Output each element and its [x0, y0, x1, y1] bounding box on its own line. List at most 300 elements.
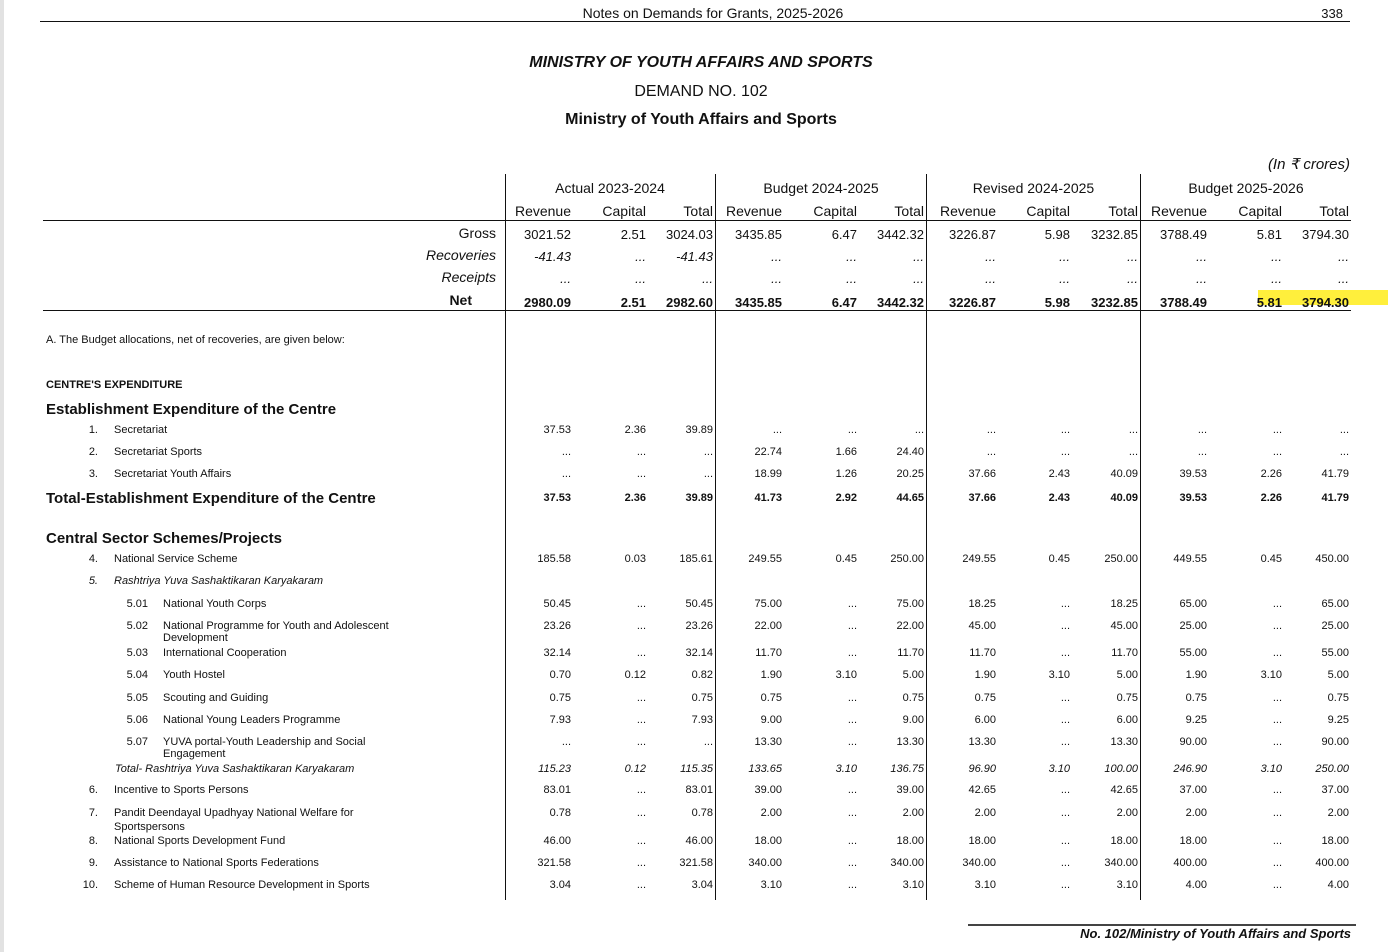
row-number: 5.06 [126, 714, 148, 726]
value-cell: ... [561, 446, 571, 458]
value-cell: ... [1272, 857, 1282, 869]
value-cell: 249.55 [748, 553, 782, 565]
row-number: 1. [88, 424, 98, 436]
row-number: 6. [88, 784, 98, 796]
header-rule [40, 21, 1350, 22]
value-cell: ... [1060, 446, 1070, 458]
row-label: Scouting and Guiding [163, 692, 269, 704]
value-cell: ... [1272, 647, 1282, 659]
value-cell: ... [772, 424, 782, 436]
value-cell: ... [847, 598, 857, 610]
value-cell: 3435.85 [735, 227, 782, 242]
value-cell: ... [1060, 857, 1070, 869]
value-cell: ... [986, 446, 996, 458]
value-cell: 0.75 [691, 692, 713, 704]
value-cell: 39.89 [685, 424, 713, 436]
value-cell: 4.00 [1185, 879, 1207, 891]
value-cell: 18.25 [1110, 598, 1138, 610]
value-cell: ... [847, 424, 857, 436]
demand-number: DEMAND NO. 102 [634, 83, 768, 100]
value-cell: 5.00 [1327, 669, 1349, 681]
row-number: 5.05 [126, 692, 148, 704]
value-cell: 3.10 [1048, 669, 1070, 681]
value-cell: ... [985, 249, 996, 264]
value-cell: -41.43 [676, 249, 713, 264]
value-cell: 3.10 [974, 879, 996, 891]
subcolumn-header-revenue: Revenue [939, 203, 996, 219]
group-header-budget-2024-25: Budget 2024-2025 [763, 180, 879, 196]
value-cell: ... [703, 736, 713, 748]
value-cell: 75.00 [754, 598, 782, 610]
value-cell: 3.10 [760, 879, 782, 891]
value-cell: ... [1272, 807, 1282, 819]
value-cell: 5.81 [1256, 227, 1282, 242]
value-cell: ... [1338, 271, 1349, 286]
value-cell: 50.45 [543, 598, 571, 610]
value-cell: ... [1197, 424, 1207, 436]
value-cell: 0.75 [760, 692, 782, 704]
value-cell: 50.45 [685, 598, 713, 610]
value-cell: ... [846, 271, 857, 286]
value-cell: ... [635, 249, 646, 264]
value-cell: 250.00 [1315, 763, 1349, 775]
value-cell: 41.79 [1321, 468, 1349, 480]
value-cell: 340.00 [962, 857, 996, 869]
value-cell: ... [1272, 692, 1282, 704]
value-cell: 3232.85 [1091, 227, 1138, 242]
value-cell: ... [703, 468, 713, 480]
value-cell: 340.00 [890, 857, 924, 869]
value-cell: 100.00 [1104, 763, 1138, 775]
value-cell: ... [771, 271, 782, 286]
row-number: 8. [88, 835, 98, 847]
value-cell: 2.00 [760, 807, 782, 819]
row-label: National Youth Corps [163, 598, 267, 610]
value-cell: ... [914, 424, 924, 436]
value-cell: 3788.49 [1160, 227, 1207, 242]
value-cell: 2.00 [1185, 807, 1207, 819]
value-cell: 65.00 [1321, 598, 1349, 610]
value-cell: 2980.09 [524, 295, 571, 310]
value-cell: ... [1060, 692, 1070, 704]
value-cell: 3.10 [1260, 669, 1282, 681]
value-cell: ... [636, 468, 646, 480]
value-cell: 11.70 [969, 647, 996, 659]
row-label: Secretariat [114, 424, 168, 436]
value-cell: ... [636, 807, 646, 819]
value-cell: ... [1060, 784, 1070, 796]
value-cell: 23.26 [685, 620, 713, 632]
value-cell: ... [561, 736, 571, 748]
value-cell: 2.26 [1260, 468, 1282, 480]
value-cell: 3788.49 [1160, 295, 1207, 310]
group-header-budget-2025-26: Budget 2025-2026 [1188, 180, 1304, 196]
row-number: 7. [88, 807, 98, 819]
value-cell: 13.30 [754, 736, 782, 748]
value-cell: 18.00 [1179, 835, 1207, 847]
value-cell: ... [847, 647, 857, 659]
running-header-title: Notes on Demands for Grants, 2025-2026 [582, 5, 844, 21]
subcolumn-header-revenue: Revenue [725, 203, 782, 219]
value-cell: ... [636, 879, 646, 891]
value-cell: 449.55 [1173, 553, 1207, 565]
value-cell: 3.10 [1048, 763, 1070, 775]
subcolumn-header-capital: Capital [813, 203, 857, 219]
value-cell: ... [1272, 446, 1282, 458]
value-cell: 11.70 [755, 647, 782, 659]
value-cell: ... [771, 249, 782, 264]
value-cell: 2.51 [620, 295, 646, 310]
row-label: YUVA portal-Youth Leadership and Social [163, 736, 366, 748]
value-cell: ... [636, 446, 646, 458]
value-cell: ... [1338, 249, 1349, 264]
header-bottom-rule [43, 220, 1351, 221]
value-cell: ... [847, 620, 857, 632]
value-cell: 9.00 [902, 714, 924, 726]
row-label: International Cooperation [163, 647, 287, 659]
value-cell: 246.90 [1173, 763, 1207, 775]
value-cell: 250.00 [890, 553, 924, 565]
value-cell: 115.35 [680, 763, 713, 775]
value-cell: ... [1060, 714, 1070, 726]
value-cell: 18.00 [754, 835, 782, 847]
value-cell: ... [847, 879, 857, 891]
row-number: 5.07 [126, 736, 148, 748]
value-cell: 1.26 [835, 468, 857, 480]
value-cell: ... [1196, 271, 1207, 286]
value-cell: 75.00 [896, 598, 924, 610]
row-label: Secretariat Youth Affairs [114, 468, 232, 480]
value-cell: 3.10 [835, 763, 857, 775]
row-label: National Sports Development Fund [114, 835, 286, 847]
value-cell: 24.40 [896, 446, 924, 458]
value-cell: ... [847, 807, 857, 819]
subcolumn-header-capital: Capital [1238, 203, 1282, 219]
value-cell: 55.00 [1321, 647, 1349, 659]
value-cell: 45.00 [968, 620, 996, 632]
value-cell: ... [847, 736, 857, 748]
value-cell: 39.00 [754, 784, 782, 796]
establishment-heading: Establishment Expenditure of the Centre [46, 401, 337, 418]
value-cell: 400.00 [1173, 857, 1207, 869]
row-number: 5.03 [126, 647, 148, 659]
value-cell: ... [847, 784, 857, 796]
value-cell: 0.70 [549, 669, 571, 681]
value-cell: ... [1059, 271, 1070, 286]
value-cell: 39.53 [1179, 468, 1207, 480]
value-cell: -41.43 [534, 249, 571, 264]
value-cell: ... [1271, 249, 1282, 264]
value-cell: 3.10 [1260, 763, 1282, 775]
value-cell: 40.09 [1110, 468, 1138, 480]
value-cell: 0.75 [549, 692, 571, 704]
value-cell: 450.00 [1315, 553, 1349, 565]
value-cell: ... [1127, 249, 1138, 264]
value-cell: 55.00 [1179, 647, 1207, 659]
subcolumn-header-total: Total [683, 203, 713, 219]
value-cell: 9.25 [1327, 714, 1349, 726]
row-label: Incentive to Sports Persons [114, 784, 249, 796]
row-number: 9. [88, 857, 98, 869]
value-cell: 22.00 [896, 620, 924, 632]
allocation-note: A. The Budget allocations, net of recoveries, are given below: [46, 334, 345, 346]
value-cell: 83.01 [543, 784, 571, 796]
subcolumn-header-total: Total [894, 203, 924, 219]
subcolumn-header-capital: Capital [602, 203, 646, 219]
value-cell: ... [1271, 271, 1282, 286]
value-cell: 83.01 [685, 784, 713, 796]
value-cell: 0.45 [1048, 553, 1070, 565]
value-cell: ... [1339, 446, 1349, 458]
value-cell: ... [846, 249, 857, 264]
value-cell: ... [1272, 598, 1282, 610]
value-cell: 90.00 [1321, 736, 1349, 748]
establishment-total-label: Total-Establishment Expenditure of the Centre [46, 490, 376, 507]
row-number: 4. [88, 553, 98, 565]
value-cell: 39.00 [896, 784, 924, 796]
value-cell: 0.12 [624, 763, 646, 775]
value-cell: 0.78 [549, 807, 571, 819]
value-cell: ... [1060, 879, 1070, 891]
value-cell: 6.00 [1116, 714, 1138, 726]
value-cell: ... [636, 835, 646, 847]
value-cell: 0.45 [835, 553, 857, 565]
value-cell: 46.00 [543, 835, 571, 847]
value-cell: 18.00 [968, 835, 996, 847]
value-cell: ... [1128, 446, 1138, 458]
value-cell: ... [1196, 249, 1207, 264]
row-number: 2. [88, 446, 98, 458]
value-cell: ... [636, 620, 646, 632]
ministry-subtitle: Ministry of Youth Affairs and Sports [565, 111, 837, 128]
row-label: Scheme of Human Resource Development in Sports [114, 879, 370, 891]
value-cell: ... [986, 424, 996, 436]
centre-expenditure-heading: CENTRE'S EXPENDITURE [46, 379, 183, 391]
value-cell: ... [1272, 424, 1282, 436]
value-cell: 3442.32 [877, 227, 924, 242]
value-cell: ... [1127, 271, 1138, 286]
value-cell: 4.00 [1327, 879, 1349, 891]
value-cell: 45.00 [1110, 620, 1138, 632]
value-cell: 185.58 [537, 553, 571, 565]
value-cell: 3021.52 [524, 227, 571, 242]
value-cell: 2.26 [1260, 492, 1282, 504]
subcolumn-header-capital: Capital [1026, 203, 1070, 219]
value-cell: 90.00 [1179, 736, 1207, 748]
value-cell: 25.00 [1321, 620, 1349, 632]
value-cell: 37.00 [1321, 784, 1349, 796]
value-cell: 321.58 [679, 857, 713, 869]
value-cell: 3794.30 [1302, 295, 1349, 310]
summary-label-gross: Gross [458, 225, 496, 241]
value-cell: ... [1060, 835, 1070, 847]
value-cell: 18.00 [896, 835, 924, 847]
value-cell: 136.75 [890, 763, 924, 775]
value-cell: 22.74 [754, 446, 782, 458]
value-cell: ... [636, 714, 646, 726]
page-number: 338 [1321, 6, 1343, 21]
group-header-revised-2024-25: Revised 2024-2025 [972, 180, 1095, 196]
value-cell: 13.30 [1110, 736, 1138, 748]
value-cell: 9.25 [1185, 714, 1207, 726]
value-cell: 6.00 [974, 714, 996, 726]
row-label: National Young Leaders Programme [163, 714, 341, 726]
value-cell: 3232.85 [1091, 295, 1138, 310]
ministry-title: MINISTRY OF YOUTH AFFAIRS AND SPORTS [529, 54, 873, 71]
value-cell: 39.53 [1179, 492, 1207, 504]
value-cell: 2.36 [624, 424, 646, 436]
value-cell: ... [635, 271, 646, 286]
row-label: National Programme for Youth and Adolescent [163, 620, 389, 632]
value-cell: 0.82 [691, 669, 713, 681]
row-number: 3. [88, 468, 98, 480]
value-cell: 1.66 [835, 446, 857, 458]
value-cell: 96.90 [968, 763, 996, 775]
value-cell: 2982.60 [666, 295, 713, 310]
subcolumn-header-total: Total [1108, 203, 1138, 219]
row-number: 5.04 [126, 669, 148, 681]
value-cell: 340.00 [748, 857, 782, 869]
value-cell: 3.10 [1116, 879, 1138, 891]
value-cell: 2.92 [835, 492, 857, 504]
value-cell: 3024.03 [666, 227, 713, 242]
value-cell: 37.53 [543, 492, 571, 504]
value-cell: 2.51 [620, 227, 646, 242]
value-cell: 250.00 [1104, 553, 1138, 565]
value-cell: 37.53 [543, 424, 571, 436]
row-label: Rashtriya Yuva Sashaktikaran Karyakaram [114, 575, 324, 587]
value-cell: 65.00 [1179, 598, 1207, 610]
value-cell: 7.93 [549, 714, 571, 726]
value-cell: 46.00 [685, 835, 713, 847]
value-cell: ... [985, 271, 996, 286]
row-number: 5. [88, 575, 98, 587]
subcolumn-header-revenue: Revenue [514, 203, 571, 219]
value-cell: 3442.32 [877, 295, 924, 310]
value-cell: 0.75 [1327, 692, 1349, 704]
value-cell: ... [1272, 620, 1282, 632]
value-cell: ... [1339, 424, 1349, 436]
value-cell: ... [1272, 784, 1282, 796]
value-cell: 37.66 [968, 468, 996, 480]
row-number: 10. [82, 879, 98, 891]
value-cell: 321.58 [537, 857, 571, 869]
value-cell: 3226.87 [949, 227, 996, 242]
value-cell: ... [1272, 736, 1282, 748]
value-cell: ... [1060, 620, 1070, 632]
value-cell: 5.81 [1256, 295, 1282, 310]
value-cell: ... [1060, 647, 1070, 659]
value-cell: ... [703, 446, 713, 458]
value-cell: 185.61 [679, 553, 713, 565]
value-cell: 340.00 [1104, 857, 1138, 869]
value-cell: 3435.85 [735, 295, 782, 310]
value-cell: 0.03 [624, 553, 646, 565]
value-cell: ... [560, 271, 571, 286]
row-label: Youth Hostel [163, 669, 225, 681]
value-cell: 2.36 [624, 492, 646, 504]
value-cell: 3.04 [691, 879, 713, 891]
value-cell: ... [636, 598, 646, 610]
value-cell: 18.00 [1110, 835, 1138, 847]
value-cell: 0.75 [902, 692, 924, 704]
value-cell: 18.25 [968, 598, 996, 610]
summary-label-receipts: Receipts [441, 269, 496, 285]
value-cell: 37.00 [1179, 784, 1207, 796]
value-cell: 40.09 [1110, 492, 1138, 504]
value-cell: ... [1060, 598, 1070, 610]
value-cell: ... [636, 857, 646, 869]
row-label-continued: Sportspersons [114, 821, 185, 833]
value-cell: 400.00 [1315, 857, 1349, 869]
value-cell: ... [636, 736, 646, 748]
value-cell: 11.70 [1111, 647, 1138, 659]
central-sector-heading: Central Sector Schemes/Projects [46, 530, 282, 547]
value-cell: ... [1128, 424, 1138, 436]
value-cell: 3226.87 [949, 295, 996, 310]
value-cell: ... [1060, 424, 1070, 436]
value-cell: 32.14 [685, 647, 713, 659]
value-cell: 5.98 [1044, 227, 1070, 242]
viewer-left-edge [0, 0, 4, 952]
value-cell: 0.75 [1116, 692, 1138, 704]
row-number: 5.02 [126, 620, 148, 632]
value-cell: 23.26 [543, 620, 571, 632]
footer-text: No. 102/Ministry of Youth Affairs and Sports [1080, 926, 1351, 941]
value-cell: 133.65 [748, 763, 782, 775]
value-cell: ... [913, 249, 924, 264]
value-cell: 2.00 [902, 807, 924, 819]
value-cell: 2.43 [1048, 468, 1070, 480]
value-cell: ... [561, 468, 571, 480]
value-cell: 0.75 [974, 692, 996, 704]
value-cell: 13.30 [896, 736, 924, 748]
row-label: National Service Scheme [114, 553, 238, 565]
value-cell: 42.65 [968, 784, 996, 796]
value-cell: ... [1272, 835, 1282, 847]
value-cell: 41.79 [1321, 492, 1349, 504]
row-label: Pandit Deendayal Upadhyay National Welfare for [114, 807, 354, 819]
value-cell: 0.12 [624, 669, 646, 681]
row-label: Secretariat Sports [114, 446, 203, 458]
summary-label-recoveries: Recoveries [425, 247, 496, 263]
value-cell: ... [636, 692, 646, 704]
value-cell: 0.75 [1185, 692, 1207, 704]
value-cell: 115.23 [538, 763, 571, 775]
value-cell: 5.00 [1116, 669, 1138, 681]
value-cell: 0.45 [1260, 553, 1282, 565]
value-cell: 11.70 [897, 647, 924, 659]
value-cell: 3.10 [835, 669, 857, 681]
value-cell: 0.78 [691, 807, 713, 819]
value-cell: 1.90 [1185, 669, 1207, 681]
value-cell: ... [847, 835, 857, 847]
value-cell: 18.00 [1321, 835, 1349, 847]
value-cell: 9.00 [760, 714, 782, 726]
summary-bottom-rule [43, 310, 1351, 311]
value-cell: 39.89 [685, 492, 713, 504]
value-cell: ... [847, 714, 857, 726]
value-cell: 18.99 [754, 468, 782, 480]
subcolumn-header-revenue: Revenue [1150, 203, 1207, 219]
value-cell: ... [636, 784, 646, 796]
value-cell: 6.47 [831, 295, 857, 310]
value-cell: ... [847, 692, 857, 704]
value-cell: ... [702, 271, 713, 286]
value-cell: ... [1197, 446, 1207, 458]
value-cell: ... [1059, 249, 1070, 264]
value-cell: 7.93 [691, 714, 713, 726]
